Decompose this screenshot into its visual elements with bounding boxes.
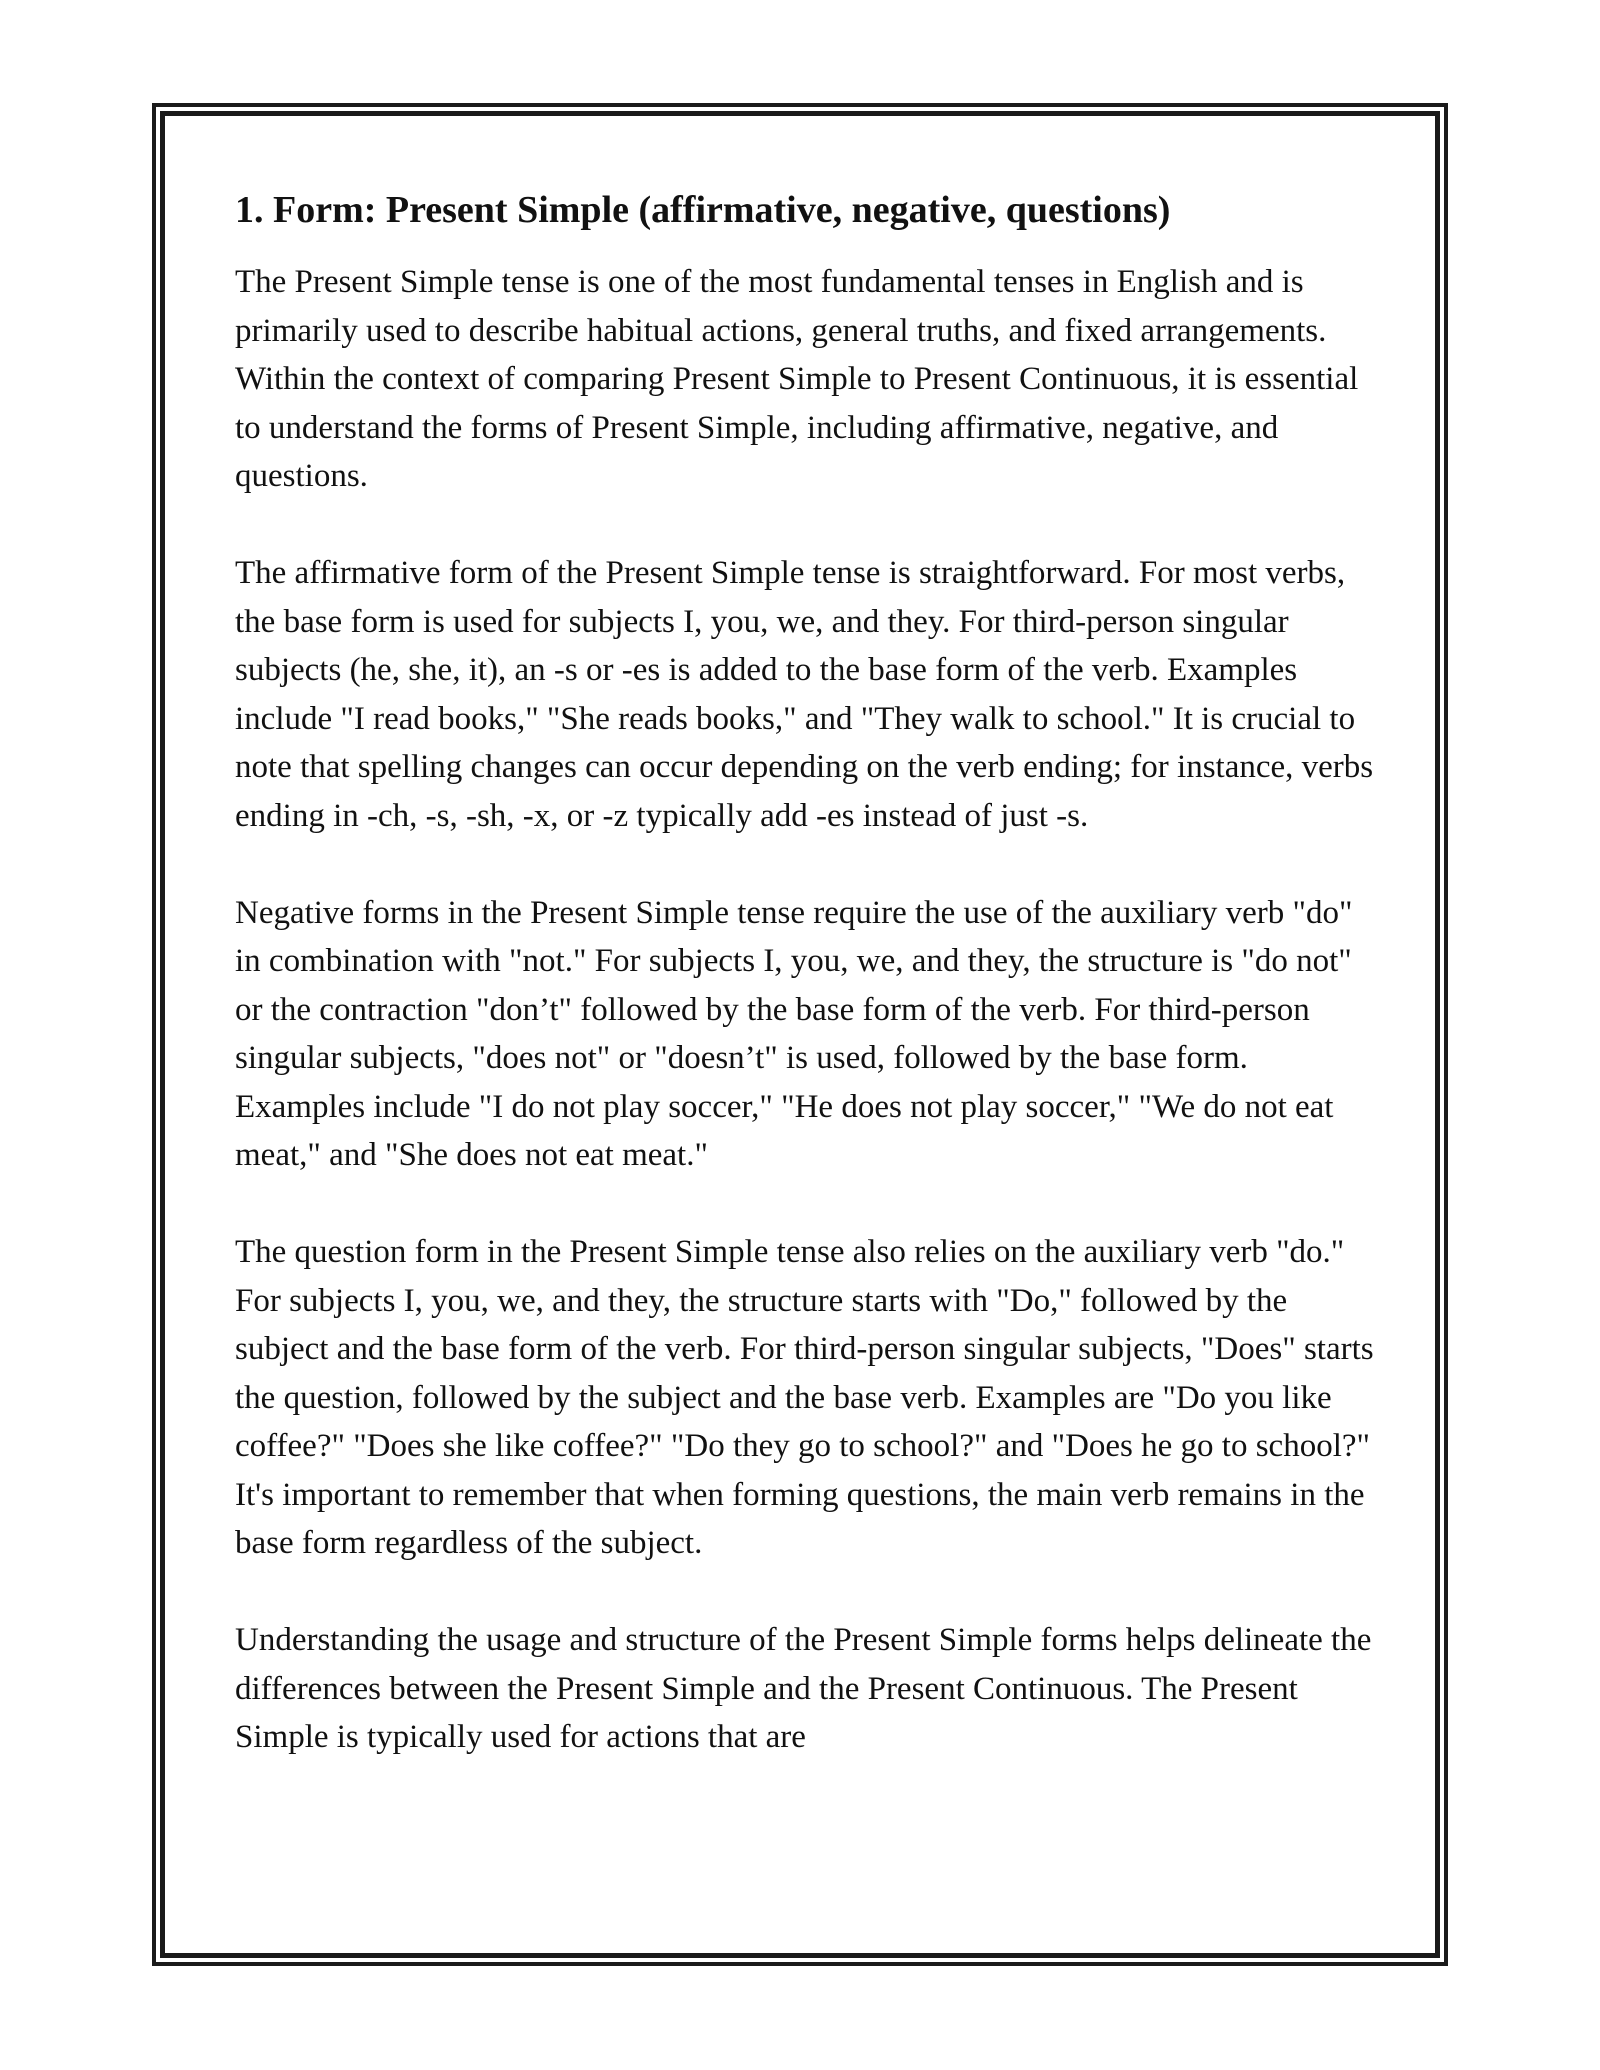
paragraph-negative: Negative forms in the Present Simple tense require the use of the auxiliary verb "do" in combination with "not." For subjects I, you, we, and they, the structure is "do not" or the contraction "don’t" followed by the base form of the verb. For third-person singular subjects, "does not" or "doesn’t" is used, followed by the base form. Examples include "I do not play soccer," "He does not play soccer," "We do not eat meat," and "She does not eat meat." [235,894,1353,1173]
paragraph-intro: The Present Simple tense is one of the most fundamental tenses in English and is primarily used to describe habitual actions, general truths, and fixed arrangements. Within the context of comparing Present Simple to Present Continuous, it is essential to understand the forms of Present Simple, including affirmative, negative, and questions. [235,264,1359,494]
section-heading: 1. Form: Present Simple (affirmative, negative, questions) [235,189,1171,231]
document-body [235,186,1385,1762]
paragraph-questions: The question form in the Present Simple tense also relies on the auxiliary verb "do." For subjects I, you, we, and they, the structure starts with "Do," followed by the subject and the base form of the verb. For third-person singular subjects, "Does" starts the question, followed by the subject and the base verb. Examples are "Do you like coffee?" "Does she like coffee?" "Do they go to school?" and "Does he go to school?" It's important to remember that when forming questions, the main verb remains in the base form regardless of the subject. [235,1234,1374,1561]
paragraph-conclusion: Understanding the usage and structure of the Present Simple forms helps delineate the differences between the Present Simple and the Present Continuous. The Present Simple is typically used for actions that are [235,1622,1372,1755]
paragraph-affirmative: The affirmative form of the Present Simple tense is straightforward. For most verbs, the base form is used for subjects I, you, we, and they. For third-person singular subjects (he, she, it), an -s or -es is added to the base form of the verb. Examples include "I read books," "She reads books," and "They walk to school." It is crucial to note that spelling changes can occur depending on the verb ending; for instance, verbs ending in -ch, -s, -sh, -x, or -z typically add -es instead of just -s. [235,555,1374,834]
